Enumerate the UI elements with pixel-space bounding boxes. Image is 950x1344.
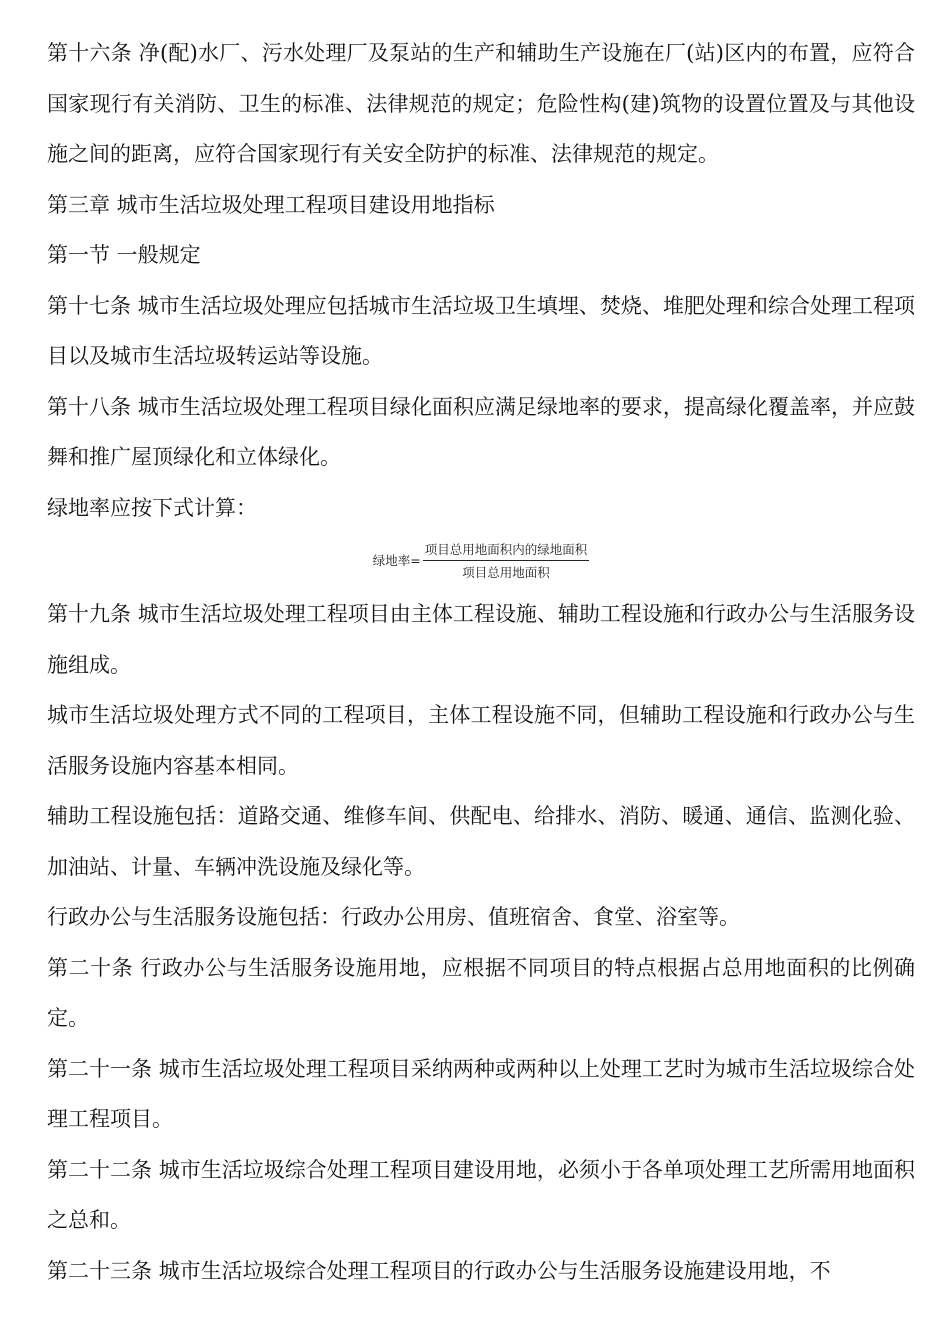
article-16-paragraph: 第十六条 净(配)水厂、污水处理厂及泵站的生产和辅助生产设施在厂(站)区内的布置，应符合国家现行有关消防、卫生的标准、法律规范的规定；危险性构(建)筑物的设置位置及与其他设施之间的距离，应符合国家现行有关安全防护的标准、法律规范的规定。 — [47, 41, 915, 166]
formula-denominator: 项目总用地面积 — [462, 564, 550, 580]
auxiliary-facilities-paragraph: 辅助工程设施包括：道路交通、维修车间、供配电、给排水、消防、暖通、通信、监测化验、加油站、计量、车辆冲洗设施及绿化等。 — [47, 804, 915, 879]
article-19-paragraph: 第十九条 城市生活垃圾处理工程项目由主体工程设施、辅助工程设施和行政办公与生活服务设施组成。 — [47, 602, 915, 677]
section-1-heading: 第一节 一般规定 — [47, 243, 201, 267]
processing-methods-paragraph: 城市生活垃圾处理方式不同的工程项目，主体工程设施不同，但辅助工程设施和行政办公与生活服务设施内容基本相同。 — [47, 703, 915, 778]
article-18-paragraph: 第十八条 城市生活垃圾处理工程项目绿化面积应满足绿地率的要求，提高绿化覆盖率，并应鼓舞和推广屋顶绿化和立体绿化。 — [47, 394, 915, 469]
article-20-paragraph: 第二十条 行政办公与生活服务设施用地，应根据不同项目的特点根据占总用地面积的比例确定。 — [47, 955, 915, 1030]
formula-intro-text: 绿地率应按下式计算： — [47, 495, 257, 520]
formula-fraction — [423, 540, 590, 581]
article-21-paragraph: 第二十一条 城市生活垃圾处理工程项目采纳两种或两种以上处理工艺时为城市生活垃圾综合处理工程项目。 — [47, 1056, 915, 1131]
admin-facilities-paragraph: 行政办公与生活服务设施包括：行政办公用房、值班宿舍、食堂、浴室等。 — [47, 905, 740, 929]
article-23-paragraph: 第二十三条 城市生活垃圾综合处理工程项目的行政办公与生活服务设施建设用地，不 — [47, 1258, 831, 1283]
article-22-paragraph: 第二十二条 城市生活垃圾综合处理工程项目建设用地，必须小于各单项处理工艺所需用地面积之总和。 — [47, 1157, 915, 1232]
article-17-paragraph: 第十七条 城市生活垃圾处理应包括城市生活垃圾卫生填埋、焚烧、堆肥处理和综合处理工程项目以及城市生活垃圾转运站等设施。 — [47, 293, 915, 368]
formula-numerator: 项目总用地面积内的绿地面积 — [423, 540, 590, 561]
formula-lhs: 绿地率= — [372, 553, 421, 568]
document-page — [47, 28, 915, 1296]
chapter-3-heading: 第三章 城市生活垃圾处理工程项目建设用地指标 — [47, 192, 495, 217]
green-ratio-formula — [47, 535, 915, 585]
